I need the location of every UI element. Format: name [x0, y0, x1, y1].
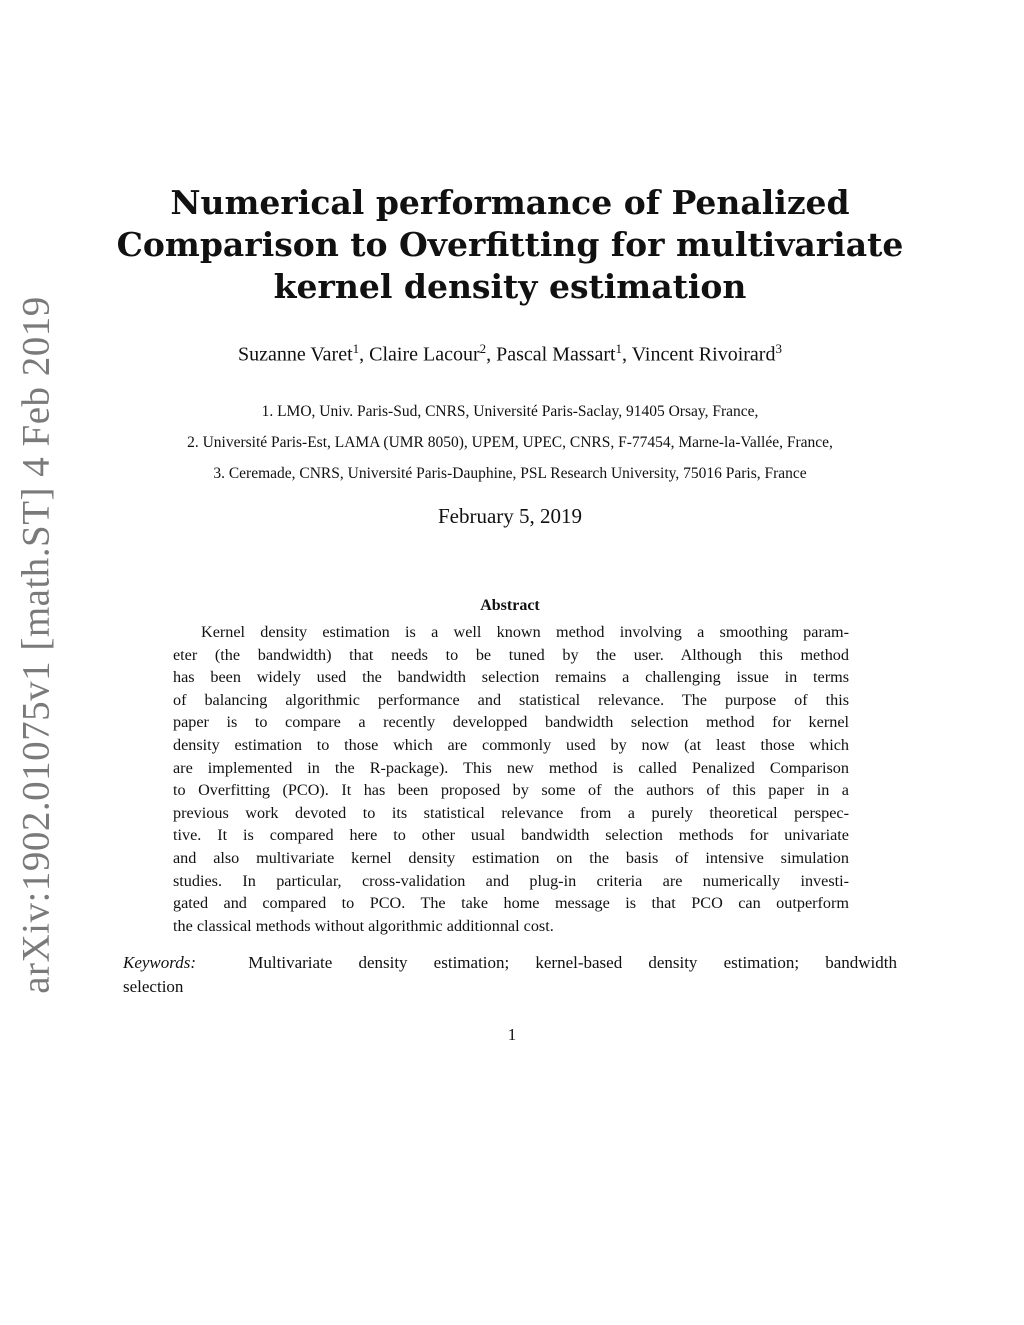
- author-affiliation-mark: 1: [615, 341, 623, 356]
- abstract-line: and also multivariate kernel density estimation on the basis of intensive simulation: [173, 848, 849, 867]
- page-number: 1: [507, 1025, 517, 1044]
- abstract-line: studies. In particular, cross-validation and plug-in criteria are numerically investi-: [173, 871, 849, 890]
- keywords-section: [123, 951, 897, 999]
- arxiv-identifier-stamp: [6, 296, 66, 994]
- keywords-text: Multivariate density estimation; kernel-based density estimation; bandwidth: [248, 953, 898, 972]
- abstract-line: to Overfitting (PCO). It has been proposed by some of the authors of this paper in a: [173, 781, 849, 800]
- keywords-line: selection: [123, 977, 184, 996]
- keywords-line: [123, 951, 897, 975]
- abstract-line: previous work devoted to its statistical relevance from a purely theoretical perspec-: [173, 803, 849, 822]
- affiliation-list: [60, 400, 960, 493]
- abstract-line: are implemented in the R-package). This new method is called Penalized Comparison: [173, 758, 849, 777]
- title-line: Comparison to Overfitting for multivariate: [116, 225, 904, 264]
- abstract-line: density estimation to those which are commonly used by now (at least those which: [173, 735, 849, 754]
- author-name: Vincent Rivoirard: [631, 343, 776, 366]
- abstract-line: tive. It is compared here to other usual bandwidth selection methods for univariate: [173, 826, 849, 845]
- arxiv-identifier-text: arXiv:1902.01075v1 [math.ST] 4 Feb 2019: [14, 296, 58, 994]
- author-name: Claire Lacour: [369, 343, 480, 366]
- abstract-line: eter (the bandwidth) that needs to be tuned by the user. Although this method: [173, 645, 849, 664]
- title-line: kernel density estimation: [273, 267, 747, 306]
- abstract-line: has been widely used the bandwidth selection remains a challenging issue in terms: [173, 668, 849, 687]
- author-affiliation-mark: 1: [352, 341, 360, 356]
- affiliation-line: 2. Université Paris-Est, LAMA (UMR 8050), UPEM, UPEC, CNRS, F-77454, Marne-la-Vallée, France,: [187, 434, 833, 451]
- author-affiliation-mark: 3: [775, 341, 782, 356]
- abstract-line: Kernel density estimation is a well known method involving a smoothing param-: [201, 623, 849, 641]
- abstract-line: paper is to compare a recently developped bandwidth selection method for kernel: [173, 713, 849, 732]
- author-affiliation-mark: 2: [479, 341, 487, 356]
- title-line: Numerical performance of Penalized: [170, 183, 850, 222]
- keywords-label: Keywords:: [123, 953, 197, 972]
- affiliation-line: 3. Ceremade, CNRS, Université Paris-Dauphine, PSL Research University, 75016 Paris, France: [213, 465, 807, 482]
- abstract-heading: Abstract: [480, 597, 540, 614]
- abstract-body: [173, 621, 849, 937]
- abstract-line: of balancing algorithmic performance and statistical relevance. The purpose of this: [173, 690, 849, 709]
- author-name: Pascal Massart: [496, 343, 616, 366]
- abstract-line: the classical methods without algorithmic additionnal cost.: [173, 916, 554, 935]
- abstract-line: gated and compared to PCO. The take home message is that PCO can outperform: [173, 894, 849, 913]
- publication-date: February 5, 2019: [437, 504, 583, 528]
- author-list: Suzanne Varet$^1$, Claire Lacour$^2$, Pascal Massart$^1$, Vincent Rivoirard$^3$: [238, 341, 782, 366]
- paper-title: [110, 182, 910, 308]
- affiliation-line: 1. LMO, Univ. Paris-Sud, CNRS, Université Paris-Saclay, 91405 Orsay, France,: [261, 403, 759, 420]
- author-name: Suzanne Varet: [238, 343, 353, 366]
